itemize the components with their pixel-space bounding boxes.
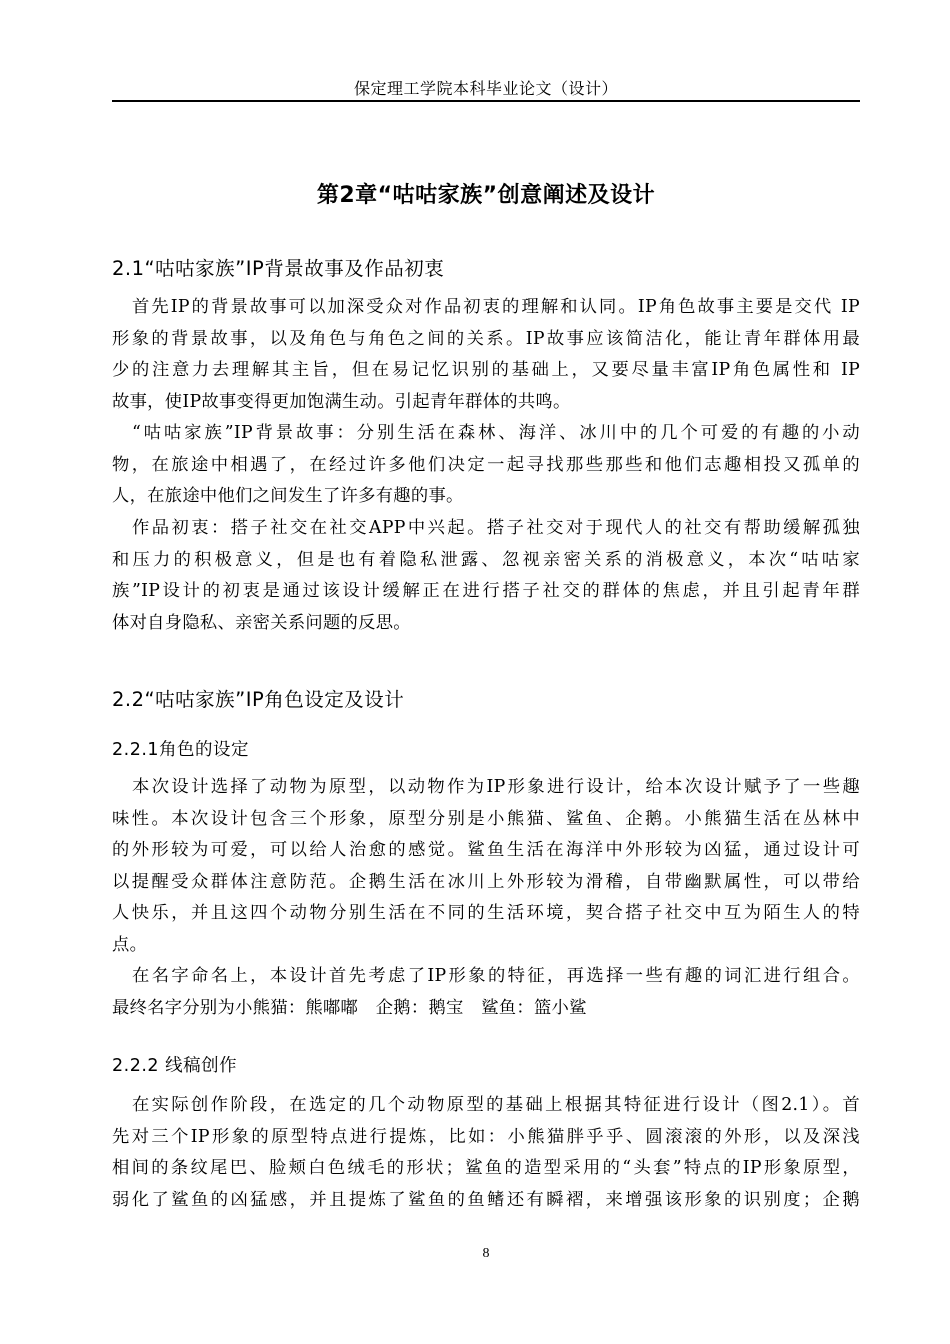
- text-line: 在名字命名上，本设计首先考虑了IP形象的特征，再选择一些有趣的词汇进行组合。: [132, 966, 860, 986]
- text-line: 族”IP设计的初衷是通过该设计缓解正在进行搭子社交的群体的焦虑，并且引起青年群: [112, 581, 860, 601]
- text-line: 最终名字分别为小熊猫：熊嘟嘟 企鹅：鹅宝 鲨鱼：篮小鲨: [112, 997, 587, 1018]
- text-line: 弱化了鲨鱼的凶猛感，并且提炼了鲨鱼的鱼鳍还有瞬褶，来增强该形象的识别度；企鹅: [112, 1189, 860, 1210]
- paragraph-ip-story: [112, 418, 860, 513]
- text-line: “咕咕家族”IP背景故事：分别生活在森林、海洋、冰川中的几个可爱的有趣的小动: [132, 423, 860, 443]
- paragraph-naming: [112, 961, 860, 1024]
- paragraph-ip-background: [112, 292, 860, 418]
- text-line: 点。: [112, 934, 148, 955]
- text-line: 先对三个IP形象的原型特点进行提炼，比如：小熊猫胖乎乎、圆滚滚的外形，以及深浅: [112, 1126, 860, 1147]
- paragraph-work-intent: [112, 513, 860, 639]
- text-line: 本次设计选择了动物为原型，以动物作为IP形象进行设计，给本次设计赋予了一些趣: [132, 777, 860, 797]
- page-number: 8: [482, 1246, 490, 1261]
- subsection-heading-2-2-1: 2.2.1角色的设定: [112, 740, 250, 760]
- text-line: 作品初衷：搭子社交在社交APP中兴起。搭子社交对于现代人的社交有帮助缓解孤独: [132, 518, 860, 538]
- running-header: 保定理工学院本科毕业论文（设计）: [353, 79, 618, 98]
- text-line: 形象的背景故事，以及角色与角色之间的关系。IP故事应该简洁化，能让青年群体用最: [112, 328, 860, 349]
- text-line: 相间的条纹尾巴、脸颊白色绒毛的形状；鲨鱼的造型采用的“头套”特点的IP形象原型，: [112, 1158, 860, 1178]
- text-line: 故事，使IP故事变得更加饱满生动。引起青年群体的共鸣。: [112, 391, 571, 412]
- section-heading-2-1: 2.1“咕咕家族”IP背景故事及作品初衷: [112, 257, 445, 280]
- section-heading-2-2: 2.2“咕咕家族”IP角色设定及设计: [112, 688, 405, 711]
- text-line: 和压力的积极意义，但是也有着隐私泄露、忽视亲密关系的消极意义，本次“咕咕家: [112, 549, 860, 570]
- text-line: 体对自身隐私、亲密关系问题的反思。: [112, 612, 411, 633]
- text-line: 首先IP的背景故事可以加深受众对作品初衷的理解和认同。IP角色故事主要是交代 IP: [132, 297, 860, 317]
- paragraph-line-drawing: [112, 1090, 860, 1216]
- text-line: 人，在旅途中他们之间发生了许多有趣的事。: [112, 486, 464, 506]
- text-line: 物，在旅途中相遇了，在经过许多他们决定一起寻找那些那些和他们志趣相投又孤单的: [112, 454, 860, 475]
- text-line: 的外形较为可爱，可以给人治愈的感觉。鲨鱼生活在海洋中外形较为凶猛，通过设计可: [112, 840, 860, 860]
- subsection-heading-2-2-2: 2.2.2 线稿创作: [112, 1056, 238, 1076]
- text-line: 以提醒受众群体注意防范。企鹅生活在冰川上外形较为滑稽，自带幽默属性，可以带给: [112, 871, 860, 892]
- chapter-title: 第2章“咕咕家族”创意阐述及设计: [316, 183, 656, 208]
- text-line: 人快乐，并且这四个动物分别生活在不同的生活环境，契合搭子社交中互为陌生人的特: [112, 903, 860, 923]
- paragraph-character-setting: [112, 772, 860, 961]
- text-line: 少的注意力去理解其主旨，但在易记忆识别的基础上，又要尽量丰富IP角色属性和 IP: [112, 360, 860, 380]
- text-line: 味性。本次设计包含三个形象，原型分别是小熊猫、鲨鱼、企鹅。小熊猫生活在丛林中: [112, 808, 860, 829]
- header-divider: [112, 100, 860, 102]
- text-line: 在实际创作阶段，在选定的几个动物原型的基础上根据其特征进行设计（图2.1）。首: [132, 1095, 860, 1115]
